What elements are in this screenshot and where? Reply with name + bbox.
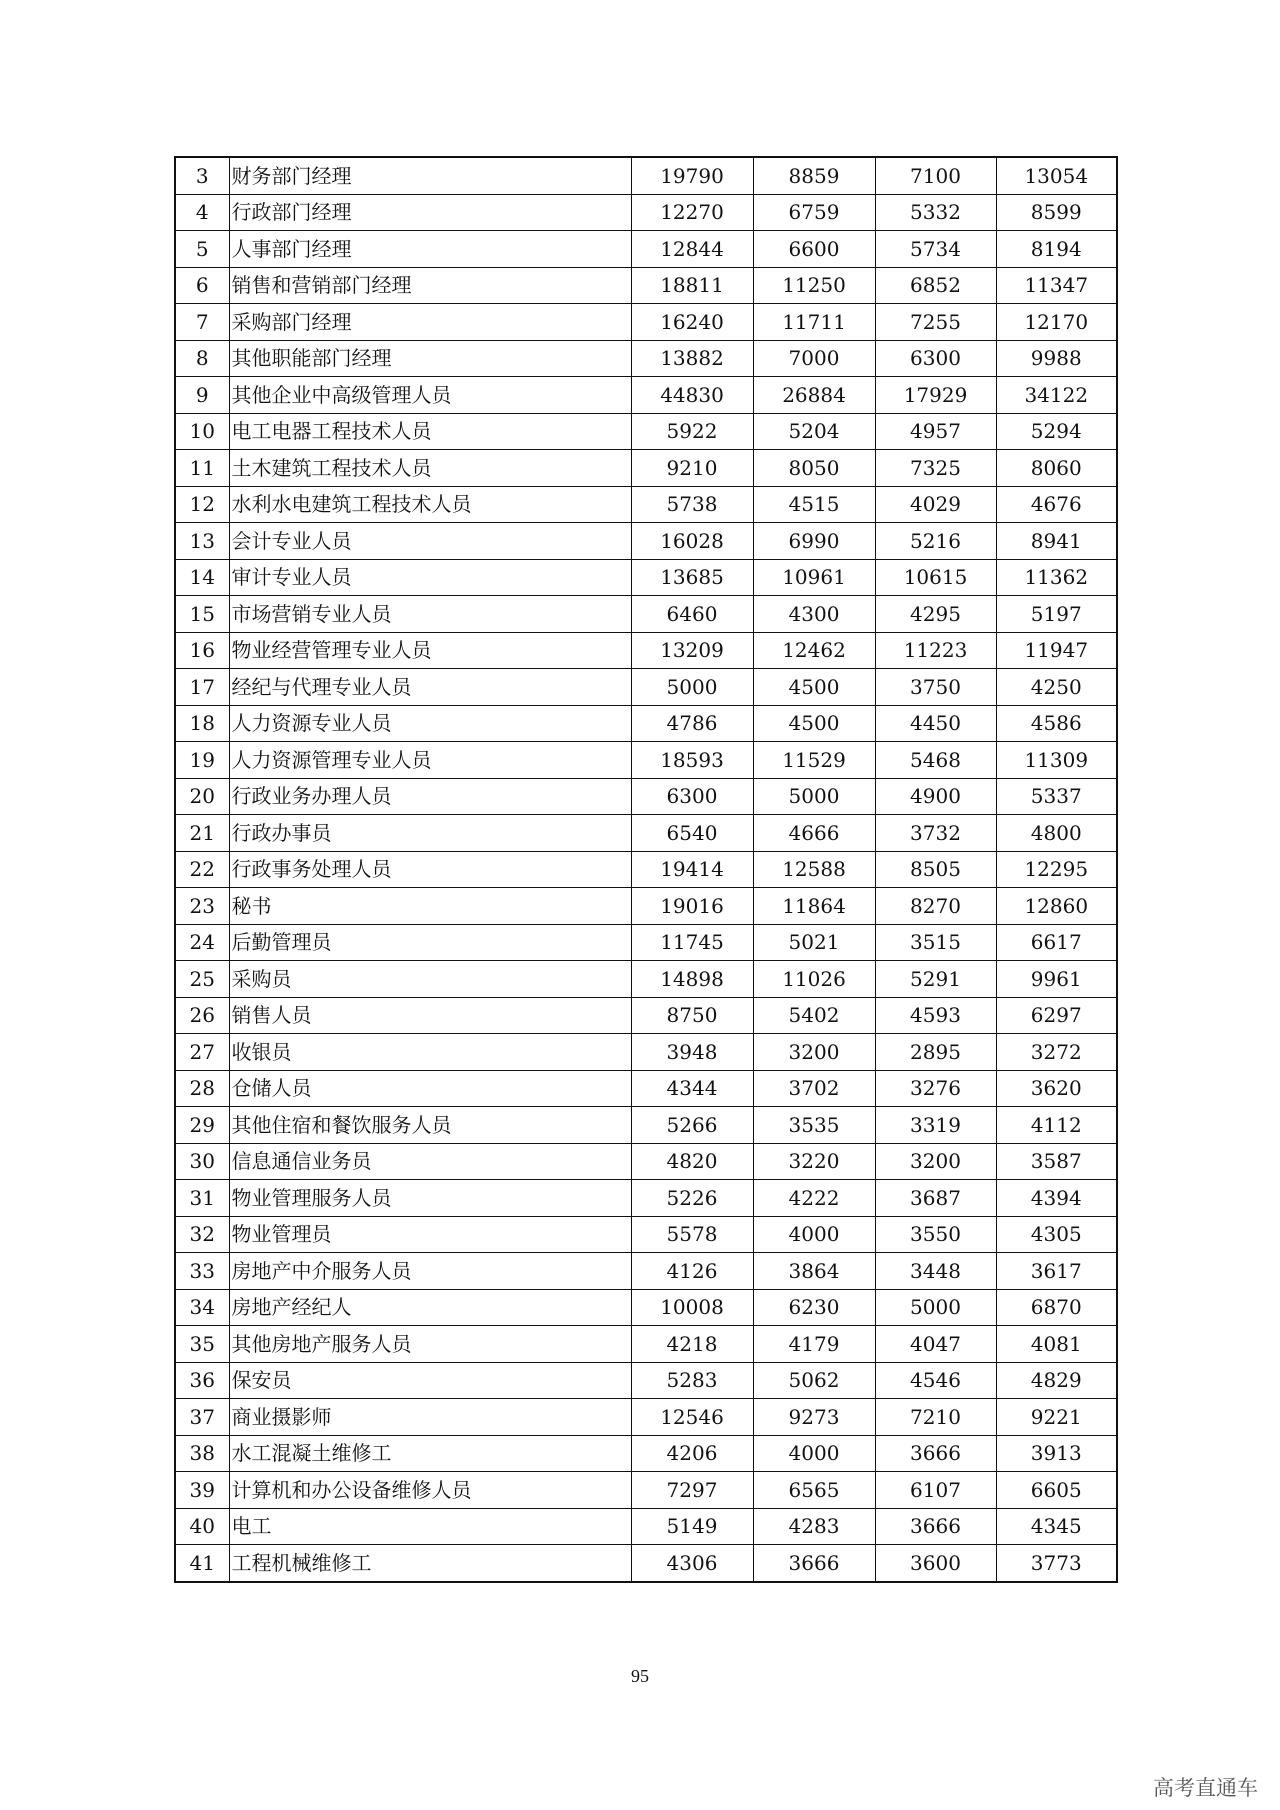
value-col-2: 8859 <box>753 157 875 194</box>
value-col-3: 3732 <box>875 815 996 852</box>
table-row <box>175 377 1117 414</box>
value-col-2: 26884 <box>753 377 875 414</box>
occupation-name: 行政事务处理人员 <box>229 851 631 888</box>
value-col-4: 5197 <box>996 596 1117 633</box>
value-col-1: 5738 <box>631 486 753 523</box>
value-col-2: 3220 <box>753 1143 875 1180</box>
table-row <box>175 1545 1117 1582</box>
row-number: 30 <box>175 1143 229 1180</box>
value-col-4: 6297 <box>996 997 1117 1034</box>
occupation-name: 秘书 <box>229 888 631 925</box>
value-col-1: 12546 <box>631 1399 753 1436</box>
value-col-2: 4500 <box>753 669 875 706</box>
value-col-2: 11711 <box>753 304 875 341</box>
value-col-3: 6852 <box>875 267 996 304</box>
value-col-4: 8060 <box>996 450 1117 487</box>
row-number: 27 <box>175 1034 229 1071</box>
value-col-4: 11347 <box>996 267 1117 304</box>
value-col-2: 12588 <box>753 851 875 888</box>
value-col-1: 4126 <box>631 1253 753 1290</box>
row-number: 26 <box>175 997 229 1034</box>
row-number: 34 <box>175 1289 229 1326</box>
row-number: 23 <box>175 888 229 925</box>
value-col-2: 4500 <box>753 705 875 742</box>
value-col-4: 3913 <box>996 1435 1117 1472</box>
row-number: 20 <box>175 778 229 815</box>
salary-table <box>174 156 1118 1583</box>
value-col-3: 6300 <box>875 340 996 377</box>
occupation-name: 销售和营销部门经理 <box>229 267 631 304</box>
row-number: 28 <box>175 1070 229 1107</box>
occupation-name: 人事部门经理 <box>229 231 631 268</box>
value-col-3: 4593 <box>875 997 996 1034</box>
table-row <box>175 1362 1117 1399</box>
table-row <box>175 340 1117 377</box>
table-body <box>175 157 1117 1582</box>
row-number: 36 <box>175 1362 229 1399</box>
row-number: 32 <box>175 1216 229 1253</box>
value-col-3: 3515 <box>875 924 996 961</box>
value-col-1: 5226 <box>631 1180 753 1217</box>
value-col-1: 3948 <box>631 1034 753 1071</box>
value-col-2: 6990 <box>753 523 875 560</box>
occupation-name: 物业管理员 <box>229 1216 631 1253</box>
value-col-4: 12860 <box>996 888 1117 925</box>
value-col-3: 11223 <box>875 632 996 669</box>
value-col-2: 4179 <box>753 1326 875 1363</box>
table-row <box>175 1399 1117 1436</box>
occupation-name: 物业管理服务人员 <box>229 1180 631 1217</box>
value-col-3: 7325 <box>875 450 996 487</box>
row-number: 7 <box>175 304 229 341</box>
value-col-3: 3687 <box>875 1180 996 1217</box>
value-col-2: 11026 <box>753 961 875 998</box>
value-col-1: 11745 <box>631 924 753 961</box>
row-number: 17 <box>175 669 229 706</box>
value-col-3: 4900 <box>875 778 996 815</box>
table-row <box>175 1326 1117 1363</box>
value-col-4: 3620 <box>996 1070 1117 1107</box>
occupation-name: 信息通信业务员 <box>229 1143 631 1180</box>
table-row <box>175 851 1117 888</box>
row-number: 5 <box>175 231 229 268</box>
value-col-3: 3600 <box>875 1545 996 1582</box>
value-col-2: 4300 <box>753 596 875 633</box>
value-col-1: 19016 <box>631 888 753 925</box>
occupation-name: 物业经营管理专业人员 <box>229 632 631 669</box>
value-col-3: 4546 <box>875 1362 996 1399</box>
row-number: 31 <box>175 1180 229 1217</box>
value-col-2: 7000 <box>753 340 875 377</box>
value-col-1: 4218 <box>631 1326 753 1363</box>
occupation-name: 房地产经纪人 <box>229 1289 631 1326</box>
value-col-1: 9210 <box>631 450 753 487</box>
value-col-3: 3666 <box>875 1435 996 1472</box>
value-col-1: 19790 <box>631 157 753 194</box>
watermark-text: 高考直通车 <box>1153 1776 1258 1800</box>
occupation-name: 人力资源专业人员 <box>229 705 631 742</box>
value-col-2: 5062 <box>753 1362 875 1399</box>
row-number: 16 <box>175 632 229 669</box>
value-col-2: 4000 <box>753 1435 875 1472</box>
occupation-name: 经纪与代理专业人员 <box>229 669 631 706</box>
value-col-2: 6600 <box>753 231 875 268</box>
table-row <box>175 1034 1117 1071</box>
value-col-1: 14898 <box>631 961 753 998</box>
value-col-4: 5337 <box>996 778 1117 815</box>
value-col-3: 3550 <box>875 1216 996 1253</box>
value-col-1: 18811 <box>631 267 753 304</box>
value-col-1: 10008 <box>631 1289 753 1326</box>
value-col-3: 7210 <box>875 1399 996 1436</box>
value-col-4: 4800 <box>996 815 1117 852</box>
value-col-4: 12295 <box>996 851 1117 888</box>
value-col-2: 5021 <box>753 924 875 961</box>
occupation-name: 会计专业人员 <box>229 523 631 560</box>
value-col-4: 9961 <box>996 961 1117 998</box>
value-col-4: 5294 <box>996 413 1117 450</box>
value-col-3: 5332 <box>875 194 996 231</box>
value-col-4: 6617 <box>996 924 1117 961</box>
value-col-2: 6230 <box>753 1289 875 1326</box>
table-row <box>175 596 1117 633</box>
table-row <box>175 267 1117 304</box>
occupation-name: 房地产中介服务人员 <box>229 1253 631 1290</box>
table-row <box>175 1472 1117 1509</box>
value-col-3: 5734 <box>875 231 996 268</box>
value-col-3: 5216 <box>875 523 996 560</box>
value-col-4: 9988 <box>996 340 1117 377</box>
row-number: 4 <box>175 194 229 231</box>
value-col-1: 13209 <box>631 632 753 669</box>
table-row <box>175 413 1117 450</box>
value-col-4: 8941 <box>996 523 1117 560</box>
table-row <box>175 157 1117 194</box>
table-row <box>175 1216 1117 1253</box>
value-col-1: 12270 <box>631 194 753 231</box>
value-col-4: 4676 <box>996 486 1117 523</box>
value-col-2: 10961 <box>753 559 875 596</box>
occupation-name: 行政部门经理 <box>229 194 631 231</box>
occupation-name: 采购部门经理 <box>229 304 631 341</box>
row-number: 37 <box>175 1399 229 1436</box>
value-col-2: 6565 <box>753 1472 875 1509</box>
table-row <box>175 1508 1117 1545</box>
occupation-name: 采购员 <box>229 961 631 998</box>
value-col-1: 6460 <box>631 596 753 633</box>
table-row <box>175 450 1117 487</box>
row-number: 12 <box>175 486 229 523</box>
value-col-1: 16240 <box>631 304 753 341</box>
table-row <box>175 815 1117 852</box>
value-col-2: 4515 <box>753 486 875 523</box>
value-col-4: 6870 <box>996 1289 1117 1326</box>
table-row <box>175 705 1117 742</box>
value-col-4: 11309 <box>996 742 1117 779</box>
occupation-name: 保安员 <box>229 1362 631 1399</box>
value-col-2: 8050 <box>753 450 875 487</box>
row-number: 35 <box>175 1326 229 1363</box>
occupation-name: 行政业务办理人员 <box>229 778 631 815</box>
row-number: 6 <box>175 267 229 304</box>
value-col-3: 7100 <box>875 157 996 194</box>
value-col-3: 7255 <box>875 304 996 341</box>
occupation-name: 其他住宿和餐饮服务人员 <box>229 1107 631 1144</box>
value-col-3: 4295 <box>875 596 996 633</box>
table-row <box>175 778 1117 815</box>
value-col-2: 4000 <box>753 1216 875 1253</box>
value-col-2: 5402 <box>753 997 875 1034</box>
value-col-1: 16028 <box>631 523 753 560</box>
value-col-1: 4206 <box>631 1435 753 1472</box>
row-number: 41 <box>175 1545 229 1582</box>
row-number: 25 <box>175 961 229 998</box>
table-row <box>175 1143 1117 1180</box>
value-col-1: 13882 <box>631 340 753 377</box>
value-col-3: 10615 <box>875 559 996 596</box>
occupation-name: 其他职能部门经理 <box>229 340 631 377</box>
value-col-3: 6107 <box>875 1472 996 1509</box>
value-col-1: 4820 <box>631 1143 753 1180</box>
table-row <box>175 924 1117 961</box>
value-col-1: 4344 <box>631 1070 753 1107</box>
table-row <box>175 559 1117 596</box>
occupation-name: 财务部门经理 <box>229 157 631 194</box>
table-row <box>175 486 1117 523</box>
value-col-3: 17929 <box>875 377 996 414</box>
value-col-1: 5922 <box>631 413 753 450</box>
row-number: 15 <box>175 596 229 633</box>
occupation-name: 电工 <box>229 1508 631 1545</box>
row-number: 38 <box>175 1435 229 1472</box>
value-col-1: 4306 <box>631 1545 753 1582</box>
value-col-2: 3702 <box>753 1070 875 1107</box>
value-col-4: 34122 <box>996 377 1117 414</box>
occupation-name: 工程机械维修工 <box>229 1545 631 1582</box>
row-number: 9 <box>175 377 229 414</box>
value-col-1: 13685 <box>631 559 753 596</box>
row-number: 14 <box>175 559 229 596</box>
table-row <box>175 194 1117 231</box>
value-col-2: 11864 <box>753 888 875 925</box>
occupation-name: 计算机和办公设备维修人员 <box>229 1472 631 1509</box>
value-col-2: 9273 <box>753 1399 875 1436</box>
table-row <box>175 1107 1117 1144</box>
occupation-name: 土木建筑工程技术人员 <box>229 450 631 487</box>
table-row <box>175 632 1117 669</box>
value-col-3: 5468 <box>875 742 996 779</box>
table-row <box>175 997 1117 1034</box>
row-number: 13 <box>175 523 229 560</box>
table-row <box>175 523 1117 560</box>
value-col-1: 4786 <box>631 705 753 742</box>
value-col-2: 11529 <box>753 742 875 779</box>
value-col-3: 5291 <box>875 961 996 998</box>
table-row <box>175 1435 1117 1472</box>
value-col-2: 11250 <box>753 267 875 304</box>
value-col-1: 18593 <box>631 742 753 779</box>
occupation-name: 其他企业中高级管理人员 <box>229 377 631 414</box>
value-col-4: 8194 <box>996 231 1117 268</box>
value-col-4: 4081 <box>996 1326 1117 1363</box>
value-col-4: 3587 <box>996 1143 1117 1180</box>
value-col-4: 4345 <box>996 1508 1117 1545</box>
value-col-3: 3666 <box>875 1508 996 1545</box>
row-number: 39 <box>175 1472 229 1509</box>
table-row <box>175 1070 1117 1107</box>
table-row <box>175 742 1117 779</box>
value-col-3: 4957 <box>875 413 996 450</box>
value-col-3: 2895 <box>875 1034 996 1071</box>
value-col-4: 4250 <box>996 669 1117 706</box>
value-col-3: 3276 <box>875 1070 996 1107</box>
value-col-1: 6540 <box>631 815 753 852</box>
value-col-4: 4829 <box>996 1362 1117 1399</box>
table-row <box>175 669 1117 706</box>
value-col-1: 5000 <box>631 669 753 706</box>
row-number: 40 <box>175 1508 229 1545</box>
value-col-2: 4222 <box>753 1180 875 1217</box>
value-col-3: 3750 <box>875 669 996 706</box>
occupation-name: 销售人员 <box>229 997 631 1034</box>
value-col-4: 11362 <box>996 559 1117 596</box>
row-number: 3 <box>175 157 229 194</box>
row-number: 19 <box>175 742 229 779</box>
value-col-3: 5000 <box>875 1289 996 1326</box>
occupation-name: 市场营销专业人员 <box>229 596 631 633</box>
value-col-2: 3200 <box>753 1034 875 1071</box>
table-row <box>175 1289 1117 1326</box>
value-col-4: 6605 <box>996 1472 1117 1509</box>
value-col-4: 11947 <box>996 632 1117 669</box>
occupation-name: 水工混凝土维修工 <box>229 1435 631 1472</box>
value-col-4: 3272 <box>996 1034 1117 1071</box>
value-col-2: 12462 <box>753 632 875 669</box>
value-col-1: 19414 <box>631 851 753 888</box>
value-col-2: 3864 <box>753 1253 875 1290</box>
value-col-2: 4666 <box>753 815 875 852</box>
value-col-3: 3200 <box>875 1143 996 1180</box>
table-row <box>175 304 1117 341</box>
value-col-4: 8599 <box>996 194 1117 231</box>
occupation-name: 商业摄影师 <box>229 1399 631 1436</box>
row-number: 22 <box>175 851 229 888</box>
value-col-1: 7297 <box>631 1472 753 1509</box>
value-col-4: 13054 <box>996 157 1117 194</box>
value-col-1: 5266 <box>631 1107 753 1144</box>
row-number: 29 <box>175 1107 229 1144</box>
value-col-4: 3773 <box>996 1545 1117 1582</box>
value-col-4: 4112 <box>996 1107 1117 1144</box>
value-col-1: 8750 <box>631 997 753 1034</box>
occupation-name: 仓储人员 <box>229 1070 631 1107</box>
value-col-3: 3319 <box>875 1107 996 1144</box>
value-col-4: 12170 <box>996 304 1117 341</box>
value-col-1: 5149 <box>631 1508 753 1545</box>
occupation-name: 人力资源管理专业人员 <box>229 742 631 779</box>
row-number: 24 <box>175 924 229 961</box>
value-col-1: 6300 <box>631 778 753 815</box>
value-col-2: 3535 <box>753 1107 875 1144</box>
value-col-3: 8270 <box>875 888 996 925</box>
value-col-2: 5000 <box>753 778 875 815</box>
row-number: 11 <box>175 450 229 487</box>
value-col-4: 4394 <box>996 1180 1117 1217</box>
table-row <box>175 1253 1117 1290</box>
value-col-3: 3448 <box>875 1253 996 1290</box>
value-col-3: 4047 <box>875 1326 996 1363</box>
value-col-1: 44830 <box>631 377 753 414</box>
occupation-name: 其他房地产服务人员 <box>229 1326 631 1363</box>
value-col-2: 6759 <box>753 194 875 231</box>
table-row <box>175 961 1117 998</box>
row-number: 21 <box>175 815 229 852</box>
value-col-4: 3617 <box>996 1253 1117 1290</box>
row-number: 8 <box>175 340 229 377</box>
table-row <box>175 231 1117 268</box>
occupation-name: 行政办事员 <box>229 815 631 852</box>
occupation-name: 审计专业人员 <box>229 559 631 596</box>
table-row <box>175 1180 1117 1217</box>
occupation-name: 水利水电建筑工程技术人员 <box>229 486 631 523</box>
value-col-4: 9221 <box>996 1399 1117 1436</box>
value-col-1: 5283 <box>631 1362 753 1399</box>
occupation-name: 收银员 <box>229 1034 631 1071</box>
row-number: 10 <box>175 413 229 450</box>
value-col-3: 8505 <box>875 851 996 888</box>
page-number: 95 <box>631 1666 649 1686</box>
row-number: 33 <box>175 1253 229 1290</box>
value-col-2: 5204 <box>753 413 875 450</box>
value-col-4: 4586 <box>996 705 1117 742</box>
value-col-1: 12844 <box>631 231 753 268</box>
occupation-name: 后勤管理员 <box>229 924 631 961</box>
table-row <box>175 888 1117 925</box>
row-number: 18 <box>175 705 229 742</box>
value-col-2: 4283 <box>753 1508 875 1545</box>
value-col-4: 4305 <box>996 1216 1117 1253</box>
occupation-name: 电工电器工程技术人员 <box>229 413 631 450</box>
value-col-3: 4450 <box>875 705 996 742</box>
value-col-3: 4029 <box>875 486 996 523</box>
value-col-1: 5578 <box>631 1216 753 1253</box>
value-col-2: 3666 <box>753 1545 875 1582</box>
